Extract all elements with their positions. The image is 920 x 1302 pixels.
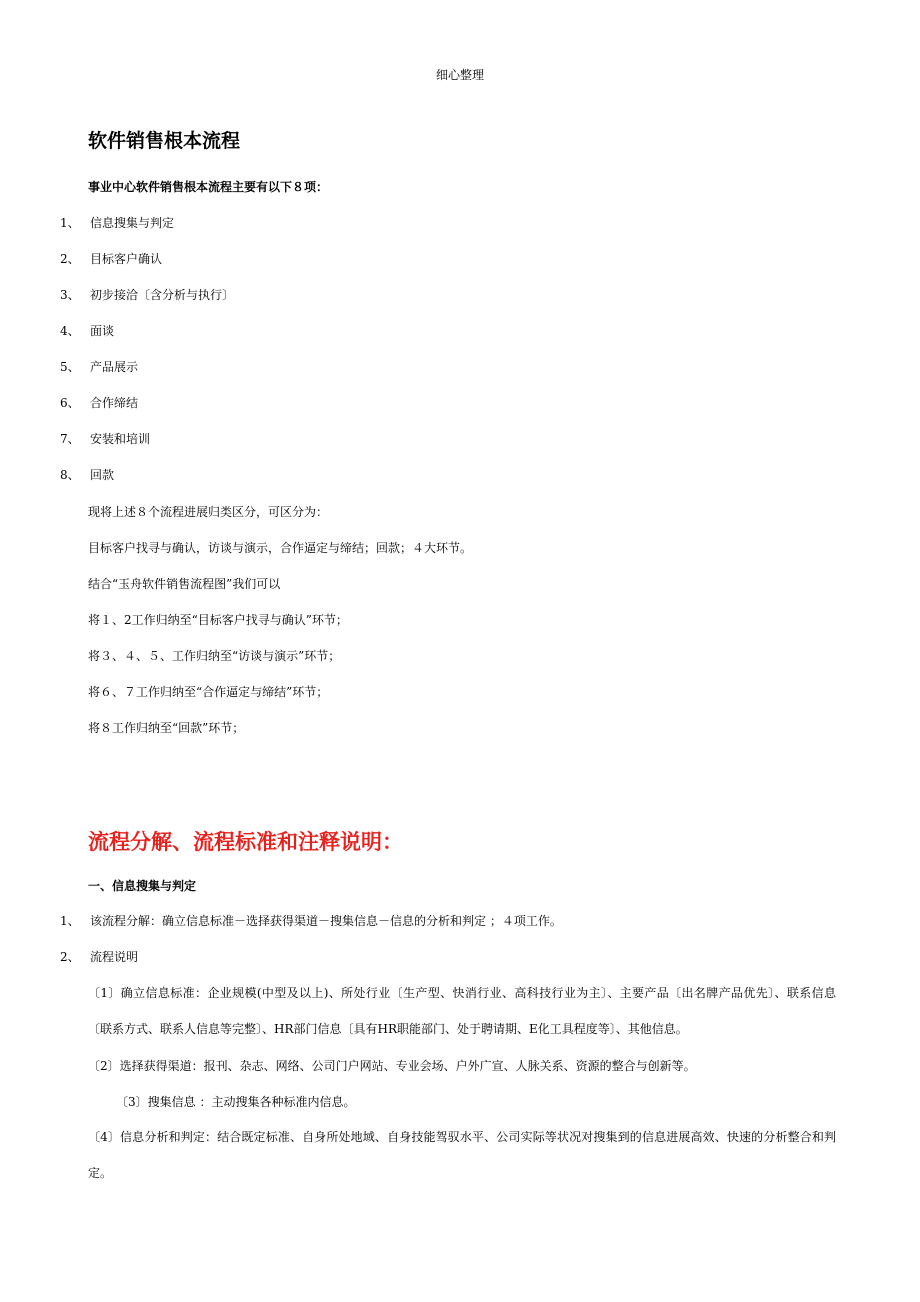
list-text: 该流程分解：确立信息标准－选择获得渠道－搜集信息－信息的分析和判定 ；４项工作。: [90, 914, 562, 928]
paragraph-classify: 现将上述８个流程进展归类区分，可区分为：: [88, 505, 329, 519]
list-number: 4、: [60, 324, 80, 338]
header-note: 细心整理: [435, 68, 484, 82]
list-number: 2、: [60, 950, 80, 964]
section-subheading: 一、信息搜集与判定: [88, 879, 197, 893]
list-text: 目标客户确认: [90, 252, 163, 266]
detail-criteria: 〔1〕确立信息标准：企业规模(中型及以上)、所处行业〔生产型、快消行业、高科技行业为主〕、主要产品〔出名牌产品优先〕、联系信息〔联系方式、联系人信息等完整〕、HR部门信息〔具有HR职能部门、处于聘请期、E化工具程度等〕、其他信息。: [88, 986, 836, 1036]
paragraph-map-2: 将３、４、５、工作归纳至“访谈与演示”环节；: [88, 649, 341, 663]
list-number: 2、: [60, 252, 80, 266]
document-title: 软件销售根本流程: [88, 130, 241, 152]
list-number: 7、: [60, 432, 80, 446]
list-number: 8、: [60, 468, 80, 482]
list-number: 1、: [60, 216, 80, 230]
list-text: 初步接洽〔含分析与执行〕: [90, 288, 235, 302]
list-text: 面谈: [90, 324, 115, 338]
paragraph-stages: 目标客户找寻与确认，访谈与演示，合作逼定与缔结；回款；４大环节。: [88, 541, 473, 555]
list-number: 3、: [60, 288, 80, 302]
list-number: 1、: [60, 914, 80, 928]
section-title: 流程分解、流程标准和注释说明：: [88, 830, 403, 854]
paragraph-map-3: 将６、７工作归纳至“合作逼定与缔结”环节；: [88, 685, 329, 699]
list-number: 5、: [60, 360, 80, 374]
list-text: 安装和培训: [90, 432, 151, 446]
intro-line: 事业中心软件销售根本流程主要有以下８项：: [88, 180, 329, 194]
paragraph-map-1: 将１、2工作归纳至“目标客户找寻与确认”环节；: [88, 613, 348, 627]
list-number: 6、: [60, 396, 80, 410]
list-text: 流程说明: [90, 950, 139, 964]
detail-collect: 〔3〕搜集信息 ：主动搜集各种标准内信息。: [116, 1095, 356, 1109]
list-text: 回款: [90, 468, 115, 482]
detail-analysis: 〔4〕信息分析和判定：结合既定标准、自身所处地域、自身技能驾驭水平、公司实际等状况对搜集到的信息进展高效、快速的分析整合和判定。: [88, 1130, 836, 1180]
paragraph-combine: 结合“玉舟软件销售流程图”我们可以: [88, 577, 281, 591]
list-text: 产品展示: [90, 360, 139, 374]
paragraph-map-4: 将８工作归纳至“回款”环节；: [88, 721, 245, 735]
list-text: 合作缔结: [90, 396, 139, 410]
list-text: 信息搜集与判定: [90, 216, 175, 230]
detail-channels: 〔2〕选择获得渠道：报刊、杂志、网络、公司门户网站、专业会场、户外广宣、人脉关系、资源的整合与创新等。: [88, 1059, 696, 1073]
